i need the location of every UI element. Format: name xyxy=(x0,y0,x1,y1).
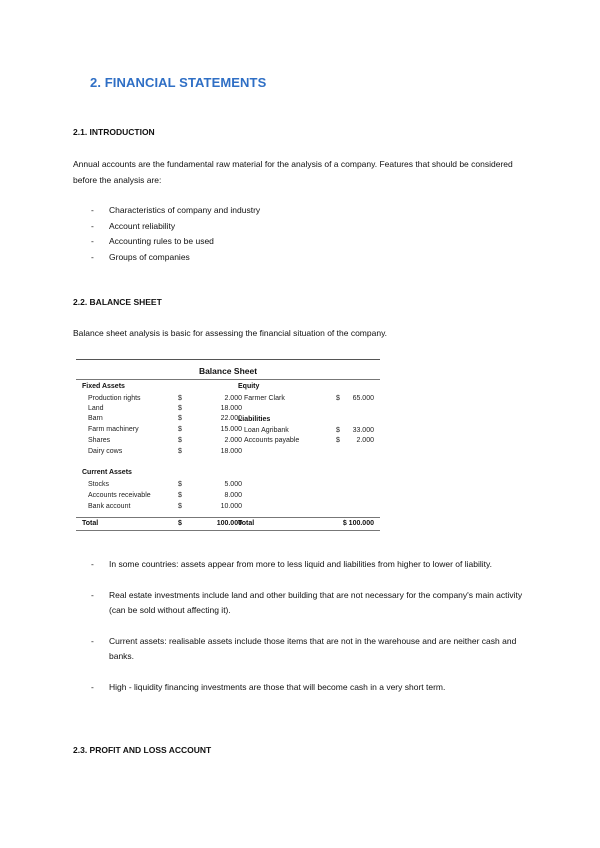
equity-label: Equity xyxy=(238,383,260,390)
current-assets-label: Current Assets xyxy=(82,469,132,476)
list-item: - Real estate investments include land and other building that are not necessary for the company's main activity (can be sold without affecting it). xyxy=(91,589,523,615)
list-item: - Accounting rules to be used xyxy=(91,236,214,246)
section-title-introduction: 2.1. INTRODUCTION xyxy=(73,127,155,137)
table-row: Production rights $ 2.000 xyxy=(88,395,242,402)
total-assets-row: Total $ 100.000 xyxy=(82,520,242,527)
balance-paragraph: Balance sheet analysis is basic for assessing the financial situation of the company. xyxy=(73,328,388,338)
table-row: Dairy cows $ 18.000 xyxy=(88,448,242,455)
fixed-assets-label: Fixed Assets xyxy=(82,383,125,390)
table-row: Stocks $ 5.000 xyxy=(88,481,242,488)
balance-sheet-title: Balance Sheet xyxy=(198,366,258,376)
balance-sheet-figure xyxy=(76,359,380,531)
list-item: - Current assets: realisable assets include those items that are not in the warehouse and are neither cash and banks. xyxy=(91,635,517,661)
list-item: - Characteristics of company and industry xyxy=(91,205,261,215)
chapter-heading: 2. FINANCIAL STATEMENTS xyxy=(90,75,267,90)
totals-rule xyxy=(76,517,380,518)
list-item: - High - liquidity financing investments are those that will become cash in a very short term. xyxy=(91,681,446,692)
section-title-profit-loss: 2.3. PROFIT AND LOSS ACCOUNT xyxy=(73,745,212,755)
figure-top-rule xyxy=(76,359,380,360)
table-row: Accounts receivable $ 8.000 xyxy=(88,492,242,499)
list-item: - In some countries: assets appear from more to less liquid and liabilities from higher to lower of liability. xyxy=(91,559,492,569)
balance-bullet-list xyxy=(73,557,528,710)
total-equity-liabilities-row: Total $ 100.000 xyxy=(238,520,374,527)
table-row: Land $ 18.000 xyxy=(88,405,242,412)
list-item: - Groups of companies xyxy=(91,251,190,262)
intro-bullet-list xyxy=(73,203,260,265)
figure-title-rule xyxy=(76,379,380,380)
table-row: Barn $ 22.000 xyxy=(88,415,242,422)
list-item: - Account reliability xyxy=(91,220,176,231)
intro-paragraph: Annual accounts are the fundamental raw material for the analysis of a company. Features that should be considered before the analysis are: xyxy=(73,159,513,185)
liabilities-label: Liabilities xyxy=(238,416,271,423)
section-title-balance-sheet: 2.2. BALANCE SHEET xyxy=(73,297,162,307)
table-row: Accounts payable $ 2.000 xyxy=(244,437,374,444)
table-row: Bank account $ 10.000 xyxy=(88,503,242,510)
figure-bottom-rule xyxy=(76,530,380,531)
table-row: Shares $ 2.000 xyxy=(88,437,242,444)
table-row: Farm machinery $ 15.000 xyxy=(88,426,242,433)
table-row: Loan Agribank $ 33.000 xyxy=(244,427,374,434)
table-row: Farmer Clark $ 65.000 xyxy=(244,395,374,402)
